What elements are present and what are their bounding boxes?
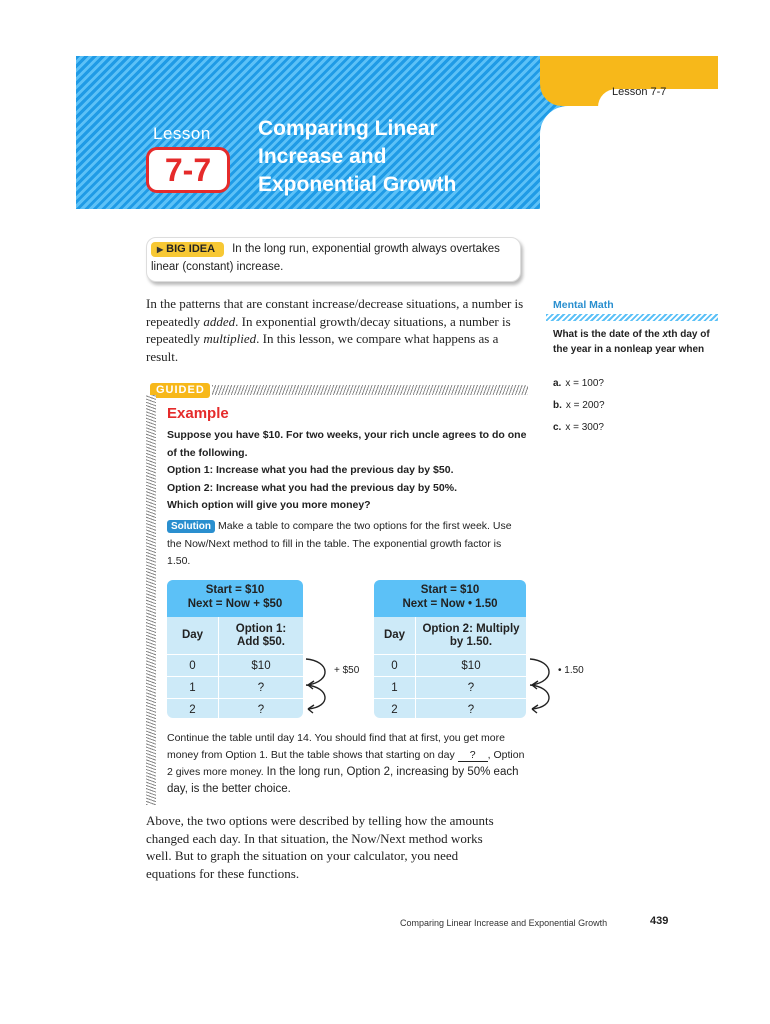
big-idea-text: In the long run, exponential growth always overtakes linear (constant) increase. bbox=[151, 243, 500, 273]
example-option-2: Option 2: Increase what you had the previous day by 50%. bbox=[167, 481, 457, 494]
continue-text bbox=[167, 730, 527, 798]
cell-value: ? bbox=[467, 682, 475, 694]
example-question: Which option will give you more money? bbox=[167, 499, 371, 511]
question-text: What is the date of the bbox=[553, 329, 663, 340]
table-row bbox=[167, 655, 303, 677]
column-header-day: Day bbox=[374, 617, 416, 654]
mental-math-item bbox=[553, 422, 604, 433]
table-header bbox=[374, 580, 526, 617]
mental-math-item bbox=[553, 400, 605, 411]
table-rule-next: Next = Now • 1.50 bbox=[402, 598, 498, 610]
mental-math-title: Mental Math bbox=[553, 299, 614, 311]
example-text bbox=[167, 427, 527, 515]
lesson-word: Lesson bbox=[153, 124, 211, 143]
table-header bbox=[167, 580, 303, 617]
closing-paragraph: Above, the two options were described by telling how the amounts changed each day. In that situation, the Now/Next method works well. But to graph the situation on your calculator, you need equations for these functions. bbox=[146, 813, 494, 881]
example-title: Example bbox=[167, 405, 229, 422]
continue-conclusion: In the long run, Option 2, increasing by 50% each day, is the better choice. bbox=[167, 766, 519, 795]
table-row bbox=[374, 655, 526, 677]
curved-arrows-icon bbox=[524, 655, 564, 715]
big-idea-tag bbox=[151, 242, 224, 257]
table-row bbox=[167, 677, 303, 699]
continue-body: , Option 2 gives more money. bbox=[167, 749, 525, 778]
lesson-tab bbox=[540, 56, 718, 106]
footer-title: Comparing Linear Increase and Exponential Growth bbox=[400, 918, 608, 928]
mental-math-item bbox=[553, 378, 604, 389]
cell-value: ? bbox=[257, 704, 265, 716]
column-header-option bbox=[219, 617, 303, 654]
table-row bbox=[374, 699, 526, 718]
triangle-icon: ▶ bbox=[157, 245, 164, 254]
arrow-label-add: + $50 bbox=[334, 665, 360, 676]
cell-value: $10 bbox=[461, 660, 481, 672]
column-header-line: Option 2: Multiply bbox=[422, 622, 520, 635]
example-option-1: Option 1: Increase what you had the previous day by $50. bbox=[167, 464, 454, 476]
intro-text: . In exponential growth/decay situations, a number is repeatedly bbox=[146, 313, 511, 346]
cell-day: 2 bbox=[374, 699, 416, 718]
solution-text bbox=[167, 518, 527, 571]
option-2-table bbox=[374, 580, 526, 718]
table-rule-start: Start = $10 bbox=[420, 584, 480, 596]
mental-math-rule bbox=[546, 314, 718, 321]
question-text: th day of the year in a nonleap year when bbox=[553, 329, 710, 355]
intro-text: . In this lesson, we compare what happens as a result. bbox=[146, 331, 499, 364]
banner-notch bbox=[540, 106, 718, 209]
cell-day: 2 bbox=[167, 699, 219, 718]
table-rule-next: Next = Now + $50 bbox=[187, 598, 283, 610]
title-line: Increase and bbox=[258, 145, 387, 168]
example-line: Suppose you have $10. For two weeks, your rich uncle agrees to do one of the following. bbox=[167, 429, 527, 459]
column-header-line: by 1.50. bbox=[449, 635, 493, 648]
item-label: c. bbox=[553, 422, 562, 433]
table-column-headers bbox=[374, 617, 526, 655]
cell-day: 1 bbox=[167, 677, 219, 698]
curved-arrows-icon bbox=[300, 655, 340, 715]
table-column-headers bbox=[167, 617, 303, 655]
cell-value: ? bbox=[257, 682, 265, 694]
table-row bbox=[374, 677, 526, 699]
cell-value: $10 bbox=[251, 660, 271, 672]
intro-text: In the patterns that are constant increase/decrease situations, a number is repeatedly bbox=[146, 296, 524, 329]
column-header-option bbox=[416, 617, 526, 654]
guided-label: GUIDED bbox=[150, 383, 210, 398]
column-header-line: Add $50. bbox=[237, 635, 285, 648]
big-idea-label: BIG IDEA bbox=[166, 243, 216, 255]
column-header-line: Option 1: bbox=[235, 622, 287, 635]
lesson-title bbox=[258, 115, 498, 199]
solution-body: Make a table to compare the two options for the first week. Use the Now/Next method to fill in the table. The exponential growth factor is 1.50. bbox=[167, 520, 512, 567]
guided-left-rule bbox=[146, 395, 156, 805]
title-line: Comparing Linear bbox=[258, 117, 438, 140]
solution-tag: Solution bbox=[167, 520, 215, 533]
page-number: 439 bbox=[650, 915, 669, 927]
mental-math-question bbox=[553, 327, 713, 357]
item-text: x = 300? bbox=[565, 422, 604, 433]
cell-day: 0 bbox=[374, 655, 416, 676]
table-rule-start: Start = $10 bbox=[205, 584, 265, 596]
lesson-corner-label: Lesson 7-7 bbox=[612, 86, 667, 98]
arrow-label-multiply: • 1.50 bbox=[558, 665, 584, 676]
item-label: b. bbox=[553, 400, 562, 411]
table-row bbox=[167, 699, 303, 718]
title-line: Exponential Growth bbox=[258, 173, 457, 196]
intro-paragraph bbox=[146, 295, 526, 365]
cell-day: 0 bbox=[167, 655, 219, 676]
item-label: a. bbox=[553, 378, 562, 389]
intro-emph-added: added bbox=[203, 313, 236, 329]
column-header-day: Day bbox=[167, 617, 219, 654]
item-text: x = 200? bbox=[565, 400, 605, 411]
cell-day: 1 bbox=[374, 677, 416, 698]
continue-body: Continue the table until day 14. You should find that at first, you get more money from Option 1. But the table shows that starting on day bbox=[167, 732, 505, 761]
option-1-table bbox=[167, 580, 303, 718]
big-idea-box bbox=[146, 237, 521, 282]
intro-emph-multiplied: multiplied bbox=[203, 331, 257, 346]
cell-value: ? bbox=[467, 704, 475, 716]
guided-top-rule bbox=[212, 385, 528, 395]
item-text: x = 100? bbox=[565, 378, 604, 389]
question-var: x bbox=[662, 329, 669, 340]
lesson-number-badge: 7-7 bbox=[146, 147, 230, 193]
answer-blank: ? bbox=[458, 750, 488, 762]
